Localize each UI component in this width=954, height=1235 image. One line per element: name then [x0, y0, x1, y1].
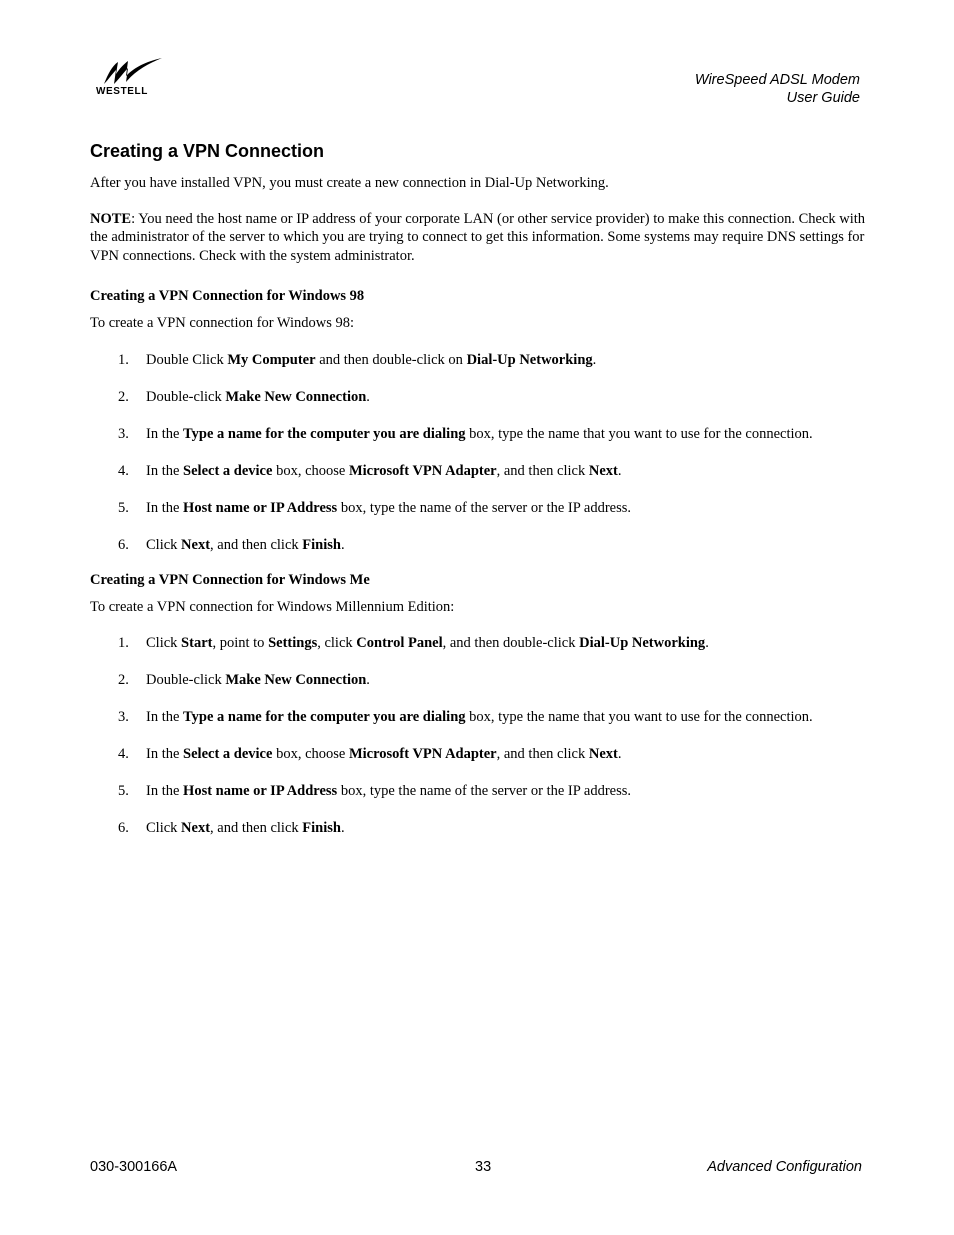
step-number: 6.	[118, 536, 129, 553]
westell-logo-mark	[96, 56, 168, 88]
step-term: Finish	[302, 536, 341, 553]
step-term: Type a name for the computer you are dialing	[183, 709, 466, 725]
step-number: 1.	[118, 351, 129, 368]
step-text: , click	[317, 635, 357, 651]
step-text: Click	[146, 635, 182, 651]
step-number: 3.	[118, 709, 129, 725]
step-term: Finish	[302, 820, 341, 836]
step-term: Microsoft VPN Adapter	[348, 462, 497, 479]
note-text: : You need the host name or IP address of your corporate LAN (or other service provider) to make this connection. Check with the administrator of the server to which you are trying to connect to get this information. Some systems may require DNS settings for VPN connections. Check with the system administrator.	[90, 210, 866, 264]
step-text: , and then double-click	[442, 635, 580, 651]
list-item	[90, 536, 870, 554]
list-item	[90, 499, 870, 517]
step-term: Control Panel	[356, 635, 443, 651]
section-intro: After you have installed VPN, you must create a new connection in Dial-Up Networking.	[90, 175, 609, 191]
step-text: In the	[146, 709, 184, 725]
note-label: NOTE	[90, 210, 132, 227]
step-term: Next	[588, 746, 618, 762]
step-term: Next	[181, 536, 211, 553]
winme-steps	[90, 634, 870, 837]
list-item	[90, 462, 870, 480]
step-text: In the	[146, 746, 184, 762]
step-text: and then double-click on	[315, 351, 467, 368]
step-text: Click	[146, 536, 182, 553]
step-text: Double-click	[146, 672, 226, 688]
step-text: .	[617, 462, 622, 479]
step-text: , and then click	[210, 536, 303, 553]
list-item	[90, 351, 870, 369]
step-text: , point to	[212, 635, 269, 651]
win98-steps	[90, 351, 870, 554]
page-footer	[90, 1159, 862, 1179]
step-text: box, type the name of the server or the IP address.	[337, 499, 632, 516]
winme-title: Creating a VPN Connection for Windows Me	[90, 571, 370, 588]
list-item	[90, 425, 870, 443]
page-number: 33	[475, 1159, 492, 1175]
step-text: .	[617, 746, 622, 762]
step-text: In the	[146, 783, 184, 799]
list-item	[90, 708, 870, 726]
list-item	[90, 745, 870, 763]
step-text: Double Click	[146, 351, 228, 368]
note-paragraph	[90, 210, 870, 266]
logo-text: WESTELL	[96, 86, 148, 97]
westell-logo	[96, 56, 168, 98]
step-term: Make New Connection	[225, 388, 367, 405]
step-term: Make New Connection	[225, 672, 367, 688]
list-item	[90, 819, 870, 837]
step-number: 5.	[118, 783, 129, 799]
doc-type: User Guide	[786, 90, 860, 106]
step-text: .	[705, 635, 709, 651]
step-text: box, type the name of the server or the IP address.	[337, 783, 632, 799]
step-text: .	[340, 820, 345, 836]
page-content	[90, 140, 870, 856]
running-header	[695, 71, 860, 107]
step-text: Double-click	[146, 388, 226, 405]
step-term: Dial-Up Networking	[579, 635, 706, 651]
step-term: Type a name for the computer you are dialing	[183, 425, 466, 442]
winme-intro: To create a VPN connection for Windows Millennium Edition:	[90, 598, 455, 615]
step-text: In the	[146, 425, 184, 442]
step-text: box, choose	[272, 746, 349, 762]
step-text: In the	[146, 462, 184, 479]
section-title: Creating a VPN Connection	[90, 141, 325, 161]
doc-number: 030-300166A	[90, 1159, 178, 1175]
step-term: Select a device	[183, 462, 273, 479]
step-text: , and then click	[496, 746, 589, 762]
list-item	[90, 634, 870, 652]
step-number: 2.	[118, 388, 129, 405]
step-text: In the	[146, 499, 184, 516]
step-term: Host name or IP Address	[183, 499, 338, 516]
step-number: 5.	[118, 499, 129, 516]
step-term: Settings	[268, 635, 318, 651]
step-text: .	[340, 536, 345, 553]
win98-intro: To create a VPN connection for Windows 98:	[90, 315, 355, 331]
step-number: 4.	[118, 746, 129, 762]
step-term: Select a device	[183, 746, 273, 762]
chapter-name: Advanced Configuration	[707, 1159, 862, 1175]
step-text: Click	[146, 820, 182, 836]
step-number: 3.	[118, 425, 129, 442]
step-text: , and then click	[210, 820, 303, 836]
step-term: Host name or IP Address	[183, 783, 338, 799]
step-number: 6.	[118, 820, 129, 836]
step-number: 4.	[118, 462, 129, 479]
step-text: .	[366, 388, 370, 405]
step-number: 2.	[118, 672, 129, 688]
step-term: Microsoft VPN Adapter	[348, 746, 497, 762]
list-item	[90, 782, 870, 800]
step-term: Next	[181, 820, 211, 836]
step-text: box, type the name that you want to use for the connection.	[465, 425, 813, 442]
list-item	[90, 388, 870, 406]
step-term: Dial-Up Networking	[466, 351, 593, 368]
step-text: , and then click	[496, 462, 589, 479]
step-text: .	[592, 351, 597, 368]
step-term: Start	[181, 635, 213, 651]
step-text: .	[366, 672, 370, 688]
step-text: box, type the name that you want to use for the connection.	[465, 709, 813, 725]
step-text: box, choose	[272, 462, 349, 479]
step-term: My Computer	[227, 351, 316, 368]
step-number: 1.	[118, 635, 129, 651]
product-name: WireSpeed ADSL Modem	[694, 72, 860, 88]
list-item	[90, 671, 870, 689]
win98-title: Creating a VPN Connection for Windows 98	[90, 288, 365, 304]
step-term: Next	[588, 462, 618, 479]
